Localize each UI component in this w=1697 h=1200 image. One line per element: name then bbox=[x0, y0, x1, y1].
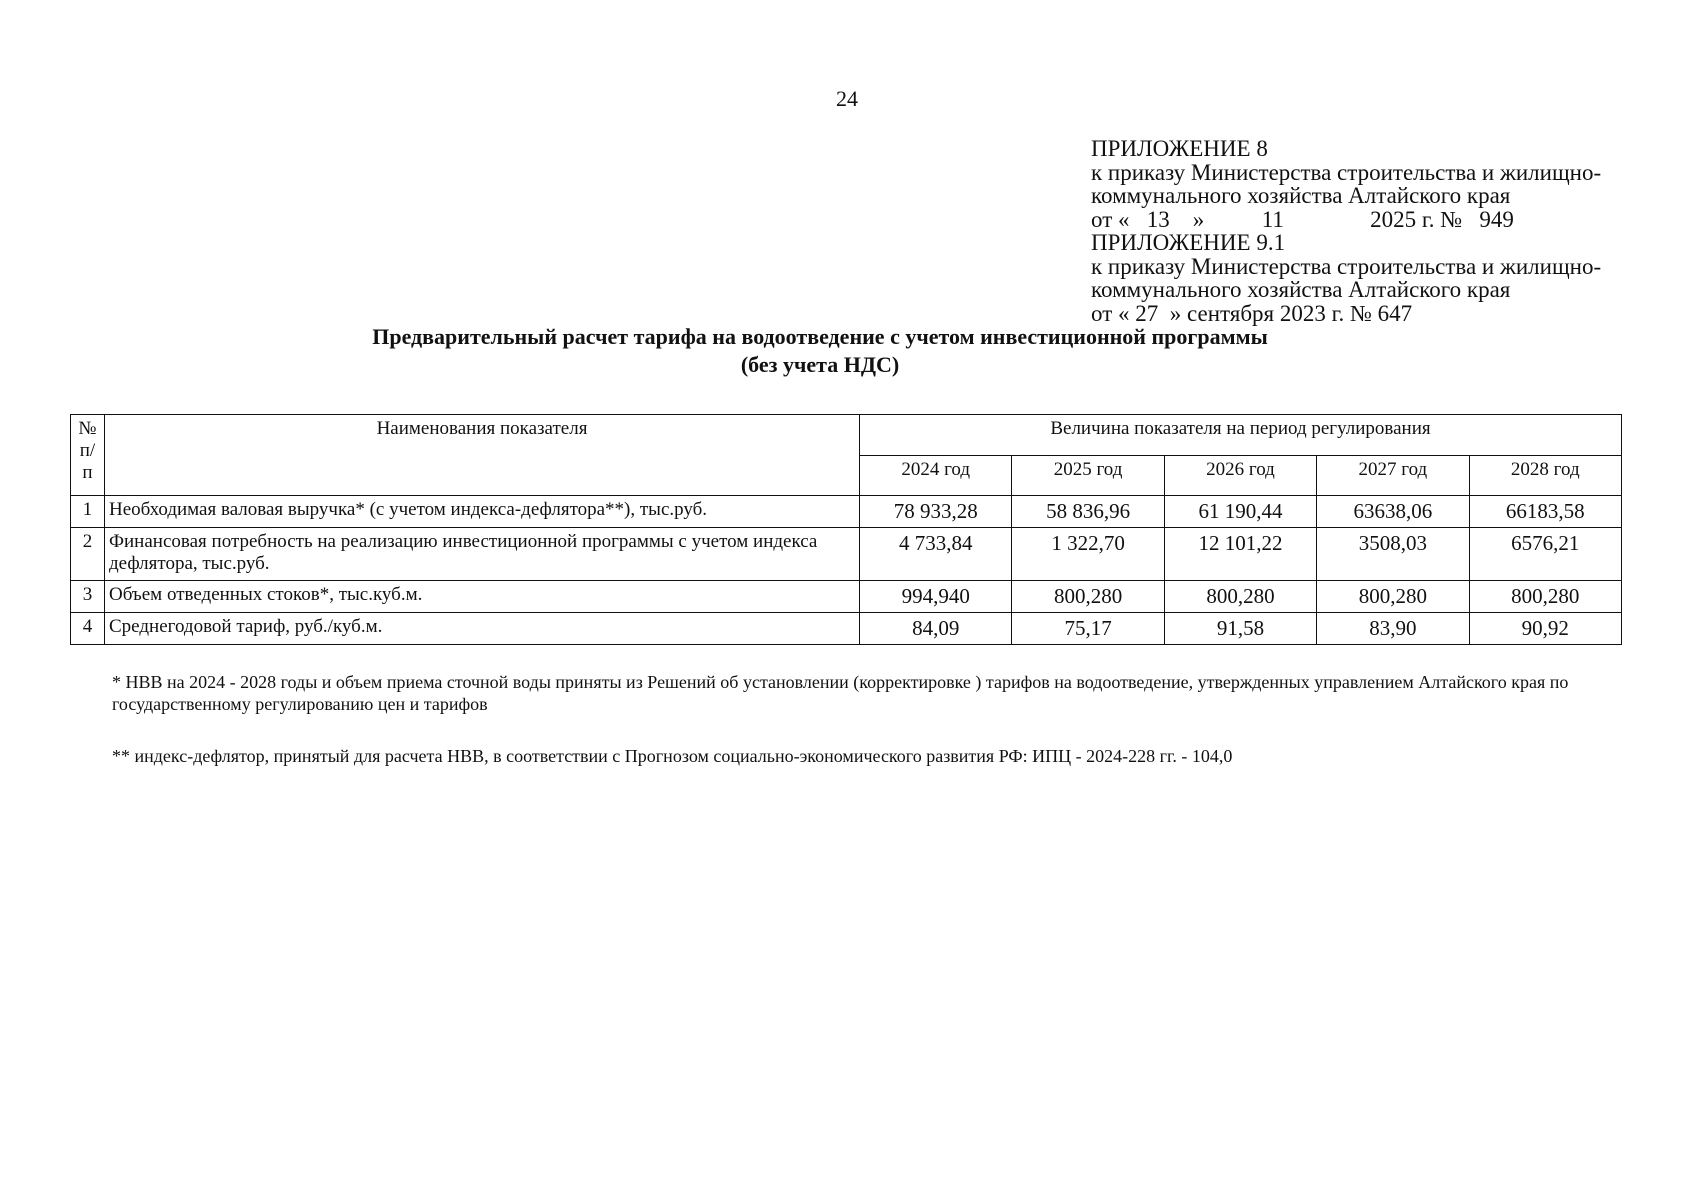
table-row bbox=[71, 496, 1622, 528]
value-cell: 1 322,70 bbox=[1012, 528, 1164, 581]
appendix-block bbox=[1091, 137, 1691, 325]
header-row-number: № п/п bbox=[71, 415, 105, 496]
appendix-9-1-order-date: от « 27 » сентября 2023 г. № 647 bbox=[1091, 300, 1413, 326]
header-year: 2025 год bbox=[1012, 455, 1164, 496]
value-cell: 800,280 bbox=[1469, 581, 1621, 613]
row-number: 1 bbox=[71, 496, 105, 528]
tariff-table bbox=[70, 414, 1622, 645]
appendix-8-order-ref-line-1: к приказу Министерства строительства и жилищно- bbox=[1091, 159, 1602, 185]
value-cell: 84,09 bbox=[860, 613, 1012, 645]
header-year: 2026 год bbox=[1164, 455, 1316, 496]
appendix-8-order-ref-line-2: коммунального хозяйства Алтайского края bbox=[1091, 183, 1511, 208]
table-row bbox=[71, 528, 1622, 581]
document-title-line-1: Предварительный расчет тарифа на водоотведение с учетом инвестиционной программы bbox=[372, 324, 1268, 349]
value-cell: 58 836,96 bbox=[1012, 496, 1164, 528]
table-row bbox=[71, 581, 1622, 613]
appendix-9-1-title: ПРИЛОЖЕНИЕ 9.1 bbox=[1091, 230, 1286, 255]
footnote-nvv-source: * НВВ на 2024 - 2028 годы и объем приема сточной воды приняты из Решений об установлении (корректировке ) тарифов на водоотведение, утвержденных управлением Алтайского края по государственному регулированию цен и тарифов bbox=[112, 672, 1569, 714]
value-cell: 994,940 bbox=[860, 581, 1012, 613]
value-cell: 3508,03 bbox=[1317, 528, 1469, 581]
appendix-8-order-date: от « 13 » 11 2025 г. № 949 bbox=[1091, 206, 1514, 232]
header-year: 2027 год bbox=[1317, 455, 1469, 496]
value-cell: 75,17 bbox=[1012, 613, 1164, 645]
value-cell: 6576,21 bbox=[1469, 528, 1621, 581]
indicator-name: Объем отведенных стоков*, тыс.куб.м. bbox=[105, 581, 860, 613]
appendix-9-1-order-ref-line-2: коммунального хозяйства Алтайского края bbox=[1091, 277, 1511, 302]
value-cell: 800,280 bbox=[1164, 581, 1316, 613]
header-regulation-period: Величина показателя на период регулирования bbox=[860, 415, 1622, 456]
indicator-name: Финансовая потребность на реализацию инвестиционной программы с учетом индекса дефлятора, тыс.руб. bbox=[105, 528, 860, 581]
value-cell: 78 933,28 bbox=[860, 496, 1012, 528]
value-cell: 83,90 bbox=[1317, 613, 1469, 645]
value-cell: 800,280 bbox=[1012, 581, 1164, 613]
value-cell: 66183,58 bbox=[1469, 496, 1621, 528]
header-year: 2028 год bbox=[1469, 455, 1621, 496]
appendix-8-title: ПРИЛОЖЕНИЕ 8 bbox=[1091, 136, 1268, 161]
document-title-line-2: (без учета НДС) bbox=[740, 352, 900, 377]
value-cell: 4 733,84 bbox=[860, 528, 1012, 581]
value-cell: 800,280 bbox=[1317, 581, 1469, 613]
page-number: 24 bbox=[836, 86, 858, 111]
row-number: 4 bbox=[71, 613, 105, 645]
document-title bbox=[240, 323, 1400, 379]
header-indicator-name: Наименования показателя bbox=[105, 415, 860, 496]
header-year: 2024 год bbox=[860, 455, 1012, 496]
value-cell: 90,92 bbox=[1469, 613, 1621, 645]
table-row bbox=[71, 613, 1622, 645]
footnote-deflator-index: ** индекс-дефлятор, принятый для расчета НВВ, в соответствии с Прогнозом социально-экономического развития РФ: ИПЦ - 2024-228 гг. - 104,0 bbox=[112, 746, 1233, 766]
value-cell: 12 101,22 bbox=[1164, 528, 1316, 581]
indicator-name: Среднегодовой тариф, руб./куб.м. bbox=[105, 613, 860, 645]
appendix-9-1-order-ref-line-1: к приказу Министерства строительства и жилищно- bbox=[1091, 253, 1602, 279]
row-number: 2 bbox=[71, 528, 105, 581]
indicator-name: Необходимая валовая выручка* (с учетом индекса-дефлятора**), тыс.руб. bbox=[105, 496, 860, 528]
value-cell: 61 190,44 bbox=[1164, 496, 1316, 528]
row-number: 3 bbox=[71, 581, 105, 613]
value-cell: 63638,06 bbox=[1317, 496, 1469, 528]
value-cell: 91,58 bbox=[1164, 613, 1316, 645]
